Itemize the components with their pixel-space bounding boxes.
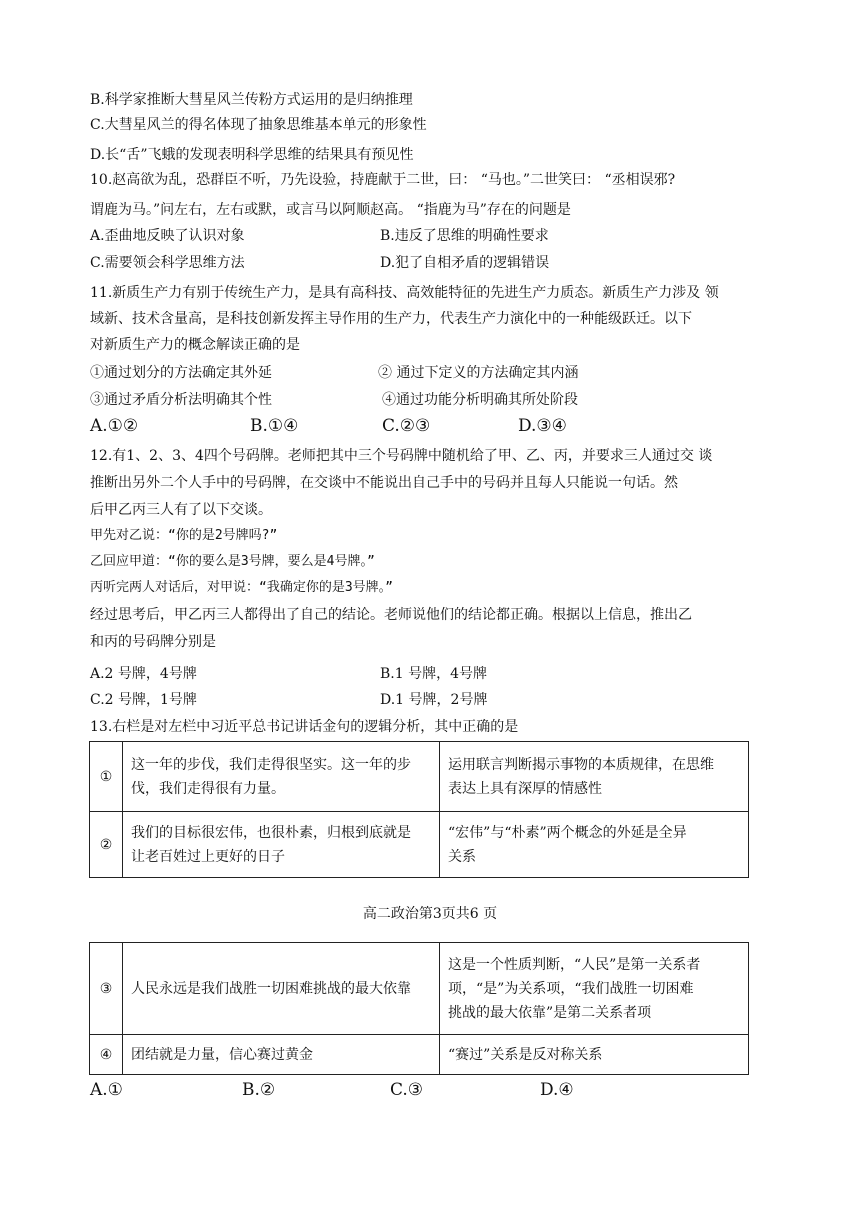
q12-stem-line2: 推断出另外二个人手中的号码牌，在交谈中不能说出自己手中的号码并且每人只能说一句话。然: [90, 475, 678, 491]
q11-option-d: D.③④: [518, 416, 567, 436]
q9-option-b: B.科学家推断大彗星风兰传粉方式运用的是归纳推理: [90, 92, 413, 108]
q10-option-d: D.犯了自相矛盾的逻辑错误: [380, 255, 550, 271]
q13-table-bottom: [89, 942, 749, 1075]
q11-item-1: ①通过划分的方法确定其外延: [90, 365, 272, 381]
row-number: ④: [90, 1035, 123, 1075]
q13-option-b: B.②: [242, 1080, 276, 1100]
row-analysis: “赛过”关系是反对称关系: [440, 1035, 749, 1075]
row-quote: [123, 812, 440, 878]
q12-dialog-2: 乙回应甲道：“你的要么是3号牌，要么是4号牌。”: [90, 554, 375, 569]
quote-line: 这一年的步伐，我们走得很坚实。这一年的步: [131, 756, 411, 773]
q13-option-d: D.④: [540, 1080, 574, 1100]
q10-stem-line2: 谓鹿为马。”问左右，左右或默，或言马以阿顺赵高。 “指鹿为马”存在的问题是: [90, 202, 571, 218]
quote-line: 我们的目标很宏伟，也很朴素，归根到底就是: [131, 824, 411, 841]
q11-item-4: ④通过功能分析明确其所处阶段: [382, 392, 578, 408]
analysis-line: 运用联言判断揭示事物的本质规律，在思维: [448, 756, 714, 773]
row-analysis: [440, 742, 749, 812]
q10-stem-line1: 10.赵高欲为乱，恐群臣不听，乃先设验，持鹿献于二世，曰： “马也。”二世笑曰： “丞相误邪?: [90, 172, 676, 188]
table-row: [90, 742, 749, 812]
analysis-line: 这是一个性质判断，“人民”是第一关系者: [448, 956, 701, 973]
q12-option-d: D.1 号牌，2号牌: [380, 692, 488, 708]
q11-stem-line3: 对新质生产力的概念解读正确的是: [90, 337, 300, 353]
q13-table-top: [89, 741, 749, 878]
row-analysis: [440, 943, 749, 1035]
q9-option-c: C.大彗星风兰的得名体现了抽象思维基本单元的形象性: [90, 117, 427, 133]
q12-option-b: B.1 号牌，4号牌: [380, 666, 488, 682]
row-quote: 人民永远是我们战胜一切困难挑战的最大依靠: [123, 943, 440, 1035]
q12-stem-line3: 后甲乙丙三人有了以下交谈。: [90, 502, 272, 518]
row-analysis: [440, 812, 749, 878]
q11-option-c: C.②③: [382, 416, 431, 436]
q10-option-c: C.需要领会科学思维方法: [90, 255, 245, 271]
q12-stem-line4: 经过思考后，甲乙丙三人都得出了自己的结论。老师说他们的结论都正确。根据以上信息，推出乙: [90, 607, 692, 623]
analysis-line: 挑战的最大依靠”是第二关系者项: [448, 1004, 652, 1021]
analysis-line: 表达上具有深厚的情感性: [448, 780, 602, 797]
row-number: ①: [90, 742, 123, 812]
q12-stem-line1: 12.有1、2、3、4四个号码牌。老师把其中三个号码牌中随机给了甲、乙、丙，并要求三人通过交 谈: [90, 448, 713, 464]
q10-option-b: B.违反了思维的明确性要求: [380, 228, 549, 244]
q13-stem: 13.右栏是对左栏中习近平总书记讲话金句的逻辑分析，其中正确的是: [90, 719, 519, 735]
q11-stem-line2: 域新、技术含量高，是科技创新发挥主导作用的生产力，代表生产力演化中的一种能级跃迁。以下: [90, 311, 692, 327]
q11-item-2: ② 通过下定义的方法确定其内涵: [378, 365, 579, 381]
q11-option-b: B.①④: [250, 416, 299, 436]
row-quote: [123, 742, 440, 812]
q12-dialog-1: 甲先对乙说：“你的是2号牌吗?”: [90, 528, 278, 543]
q12-option-a: A.2 号牌，4号牌: [90, 666, 197, 682]
row-quote: 团结就是力量，信心赛过黄金: [123, 1035, 440, 1075]
q13-option-a: A.①: [90, 1080, 123, 1100]
analysis-line: “宏伟”与“朴素”两个概念的外延是全异: [448, 824, 687, 841]
q12-stem-line5: 和丙的号码牌分别是: [90, 634, 216, 650]
q13-option-c: C.③: [390, 1080, 424, 1100]
table-row: [90, 943, 749, 1035]
row-number: ③: [90, 943, 123, 1035]
analysis-line: 项，“是”为关系项，“我们战胜一切困难: [448, 980, 694, 997]
quote-line: 让老百姓过上更好的日子: [131, 848, 285, 865]
table-row: [90, 1035, 749, 1075]
q11-item-3: ③通过矛盾分析法明确其个性: [90, 392, 272, 408]
q12-option-c: C.2 号牌，1号牌: [90, 692, 197, 708]
q11-option-a: A.①②: [90, 416, 139, 436]
page-footer: 高二政治第3页共6 页: [362, 906, 498, 922]
q11-stem-line1: 11.新质生产力有别于传统生产力，是具有高科技、高效能特征的先进生产力质态。新质生产力涉及 领: [90, 285, 719, 301]
table-row: [90, 812, 749, 878]
quote-line: 伐，我们走得很有力量。: [131, 780, 285, 797]
row-number: ②: [90, 812, 123, 878]
q12-dialog-3: 丙听完两人对话后，对甲说：“我确定你的是3号牌。”: [90, 580, 393, 595]
q9-option-d: D.长“舌”飞蛾的发现表明科学思维的结果具有预见性: [90, 147, 414, 163]
q10-option-a: A.歪曲地反映了认识对象: [90, 228, 245, 244]
analysis-line: 关系: [448, 848, 476, 865]
